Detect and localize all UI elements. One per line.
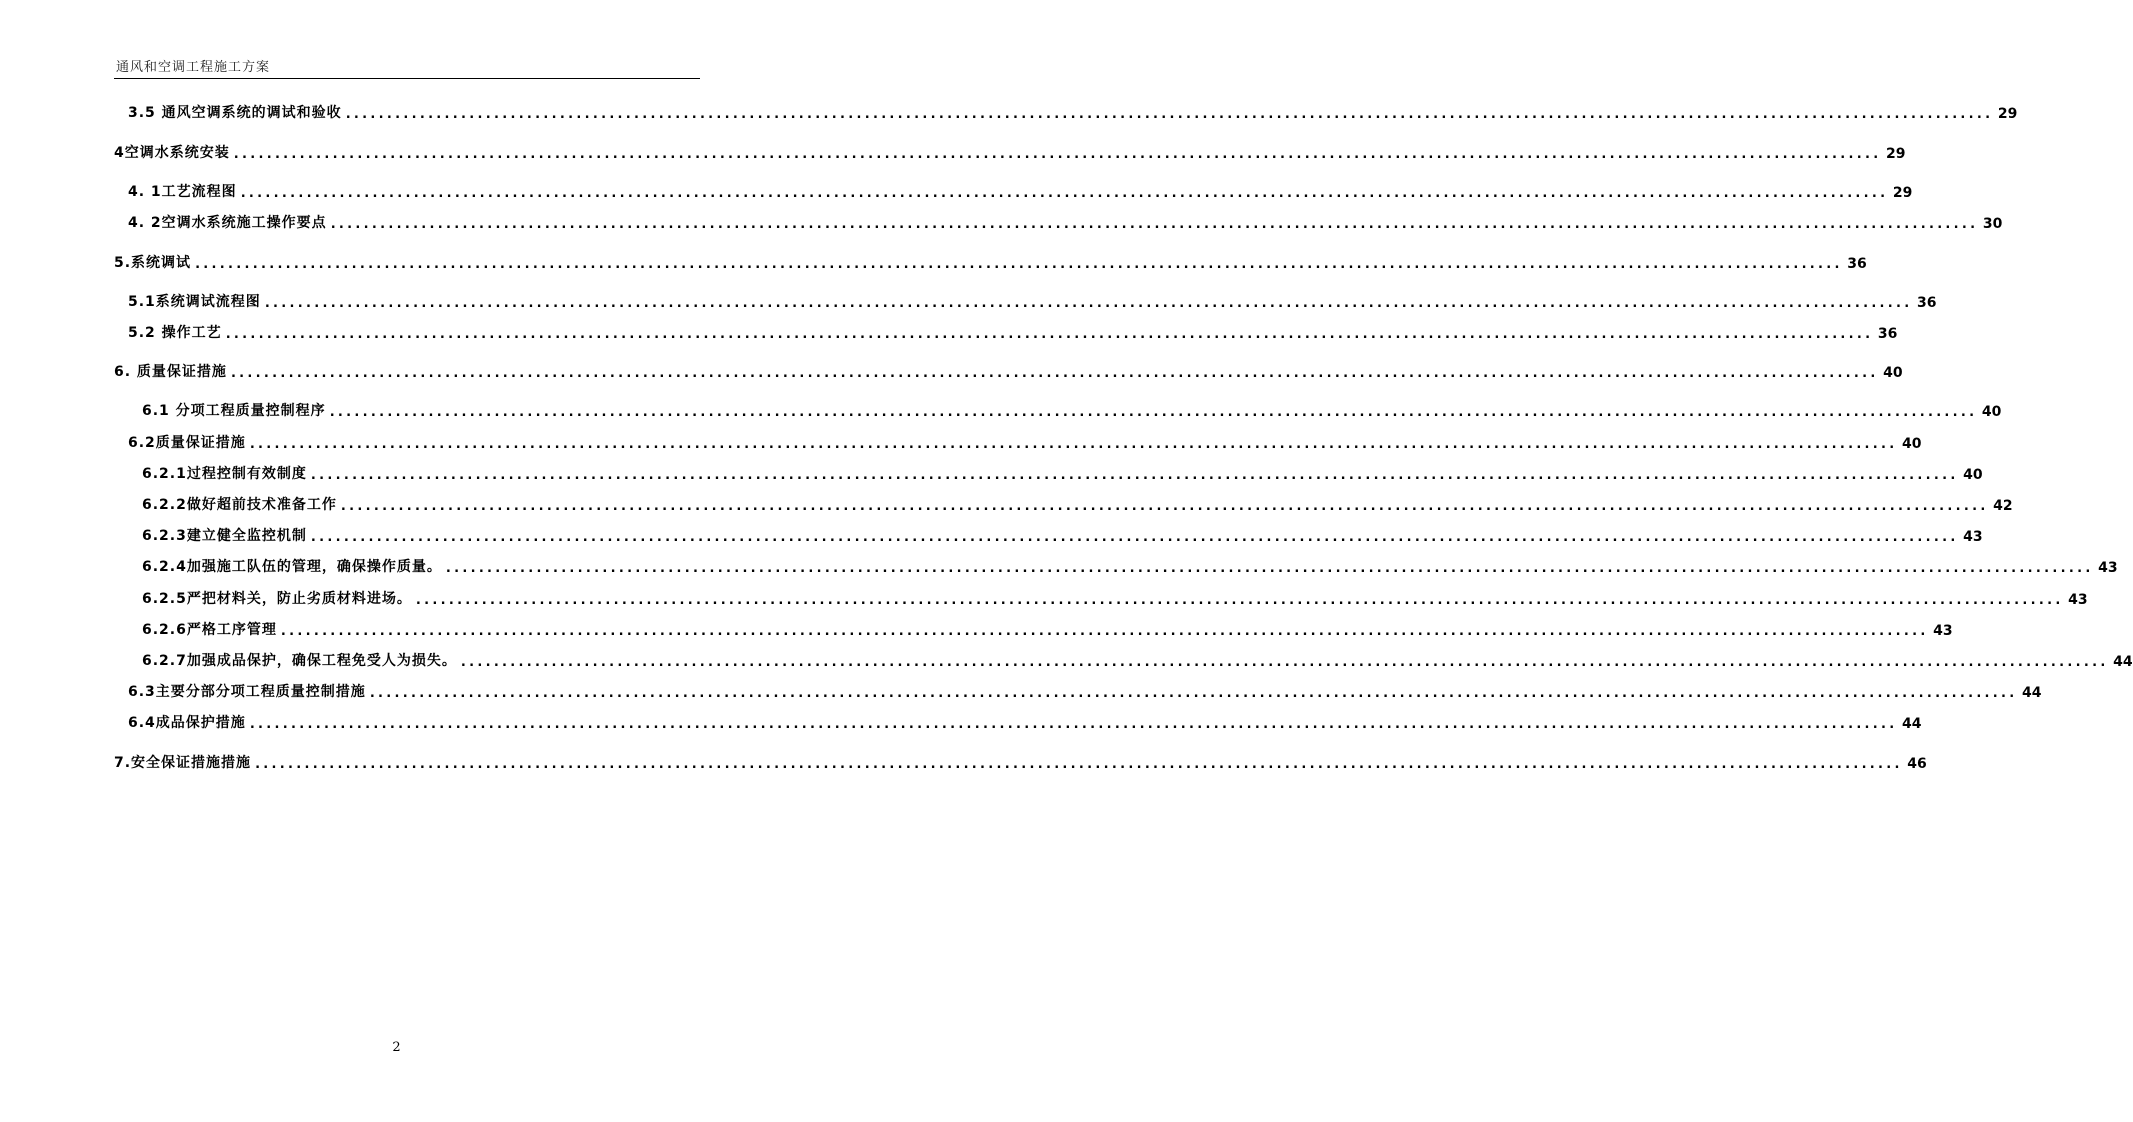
toc-entry-page: 36 (1877, 326, 1898, 342)
toc-entry[interactable] (114, 250, 1867, 272)
toc-entry-label: 4. 2空调水系统施工操作要点 (128, 215, 327, 231)
toc-entry-page: 30 (1982, 216, 2003, 232)
toc-entry-label: 6.2.3建立健全监控机制 (142, 528, 307, 544)
toc-entry[interactable] (114, 430, 1922, 452)
toc-entry[interactable] (114, 359, 1903, 381)
toc-dot-leader: ........................................................................................................................................................................................................ (329, 405, 1978, 420)
toc-entry[interactable] (114, 554, 2118, 576)
toc-entry[interactable] (114, 492, 2013, 514)
toc-entry-label: 6.2.4加强施工队伍的管理，确保操作质量。 (142, 559, 442, 575)
toc-entry-label: 6.2质量保证措施 (128, 435, 246, 451)
toc-entry[interactable] (114, 586, 2088, 608)
toc-entry-page: 40 (1981, 404, 2002, 420)
toc-entry-label: 6.2.2做好超前技术准备工作 (142, 497, 337, 513)
toc-entry-label: 6.4成品保护措施 (128, 715, 246, 731)
toc-entry[interactable] (114, 750, 1927, 772)
toc-dot-leader: ........................................................................................................................................................................................................ (340, 499, 1989, 514)
toc-entry-label: 5.1系统调试流程图 (128, 294, 261, 310)
toc-entry-label: 5.2 操作工艺 (128, 325, 222, 341)
toc-entry-label: 6.2.5严把材料关，防止劣质材料进场。 (142, 591, 412, 607)
toc-dot-leader: ........................................................................................................................................................................................................ (225, 327, 1874, 342)
toc-entry[interactable] (114, 710, 1922, 732)
toc-entry-page: 29 (1885, 146, 1906, 162)
toc-entry-label: 6.3主要分部分项工程质量控制措施 (128, 684, 366, 700)
toc-entry-label: 3.5 通风空调系统的调试和验收 (128, 105, 342, 121)
toc-entry[interactable] (114, 210, 2003, 232)
toc-entry[interactable] (114, 398, 2002, 420)
toc-dot-leader: ........................................................................................................................................................................................................ (310, 468, 1959, 483)
toc-dot-leader: ........................................................................................................................................................................................................ (445, 561, 2094, 576)
toc-entry-label: 6. 质量保证措施 (114, 364, 227, 380)
toc-entry-label: 6.2.1过程控制有效制度 (142, 466, 307, 482)
toc-dot-leader: ........................................................................................................................................................................................................ (255, 757, 1903, 772)
toc-entry[interactable] (114, 461, 1983, 483)
toc-entry-page: 40 (1883, 365, 1903, 381)
toc-dot-leader: ........................................................................................................................................................................................................ (330, 217, 1979, 232)
toc-entry-page: 42 (1993, 498, 2013, 514)
toc-entry-page: 43 (1963, 529, 1983, 545)
toc-entry[interactable] (114, 679, 2042, 701)
toc-entry-label: 6.2.6严格工序管理 (142, 622, 277, 638)
toc-entry-page: 36 (1847, 256, 1867, 272)
toc-entry-page: 43 (2098, 560, 2118, 576)
toc-entry-label: 7.安全保证措施措施 (114, 755, 252, 771)
toc-dot-leader: ........................................................................................................................................................................................................ (240, 186, 1889, 201)
toc-dot-leader: ........................................................................................................................................................................................................ (310, 530, 1959, 545)
toc-dot-leader: ........................................................................................................................................................................................................ (249, 437, 1898, 452)
toc-entry-page: 40 (1902, 436, 1922, 452)
toc-entry-page: 43 (1933, 623, 1953, 639)
document-title: 通风和空调工程施工方案 (116, 60, 271, 75)
toc-entry[interactable] (114, 648, 2133, 670)
toc-dot-leader: ........................................................................................................................................................................................................ (264, 296, 1913, 311)
toc-entry[interactable] (114, 140, 1906, 162)
toc-entry[interactable] (114, 523, 1983, 545)
toc-entry-label: 6.1 分项工程质量控制程序 (142, 403, 326, 419)
toc-entry-page: 46 (1907, 756, 1927, 772)
toc-entry-page: 29 (1892, 185, 1913, 201)
page-header (114, 52, 700, 79)
toc-entry-label: 4. 1工艺流程图 (128, 184, 237, 200)
toc-dot-leader: ........................................................................................................................................................................................................ (249, 717, 1898, 732)
toc-dot-leader: ........................................................................................................................................................................................................ (415, 593, 2064, 608)
toc-dot-leader: ........................................................................................................................................................................................................ (345, 107, 1994, 122)
toc-dot-leader: ........................................................................................................................................................................................................ (195, 257, 1843, 272)
toc-entry-page: 29 (1997, 106, 2018, 122)
toc-entry-page: 44 (1902, 716, 1922, 732)
toc-entry-page: 44 (2113, 654, 2133, 670)
toc-dot-leader: ........................................................................................................................................................................................................ (369, 686, 2018, 701)
toc-entry-page: 43 (2068, 592, 2088, 608)
toc-entry-page: 36 (1917, 295, 1937, 311)
toc-entry-label: 4空调水系统安装 (114, 145, 230, 161)
toc-entry-page: 44 (2022, 685, 2042, 701)
toc-entry-label: 5.系统调试 (114, 255, 192, 271)
toc-dot-leader: ........................................................................................................................................................................................................ (230, 366, 1879, 381)
toc-entry[interactable] (114, 289, 1937, 311)
toc-dot-leader: ........................................................................................................................................................................................................ (460, 655, 2109, 670)
toc-entry[interactable] (114, 320, 1898, 342)
toc-entry[interactable] (114, 617, 1953, 639)
toc-entry[interactable] (114, 179, 1913, 201)
toc-entry-page: 40 (1963, 467, 1983, 483)
toc-dot-leader: ........................................................................................................................................................................................................ (233, 147, 1882, 162)
page-number: 2 (392, 1040, 401, 1055)
toc-entry[interactable] (114, 100, 2018, 122)
toc-dot-leader: ........................................................................................................................................................................................................ (280, 624, 1929, 639)
toc-entry-label: 6.2.7加强成品保护，确保工程免受人为损失。 (142, 653, 457, 669)
